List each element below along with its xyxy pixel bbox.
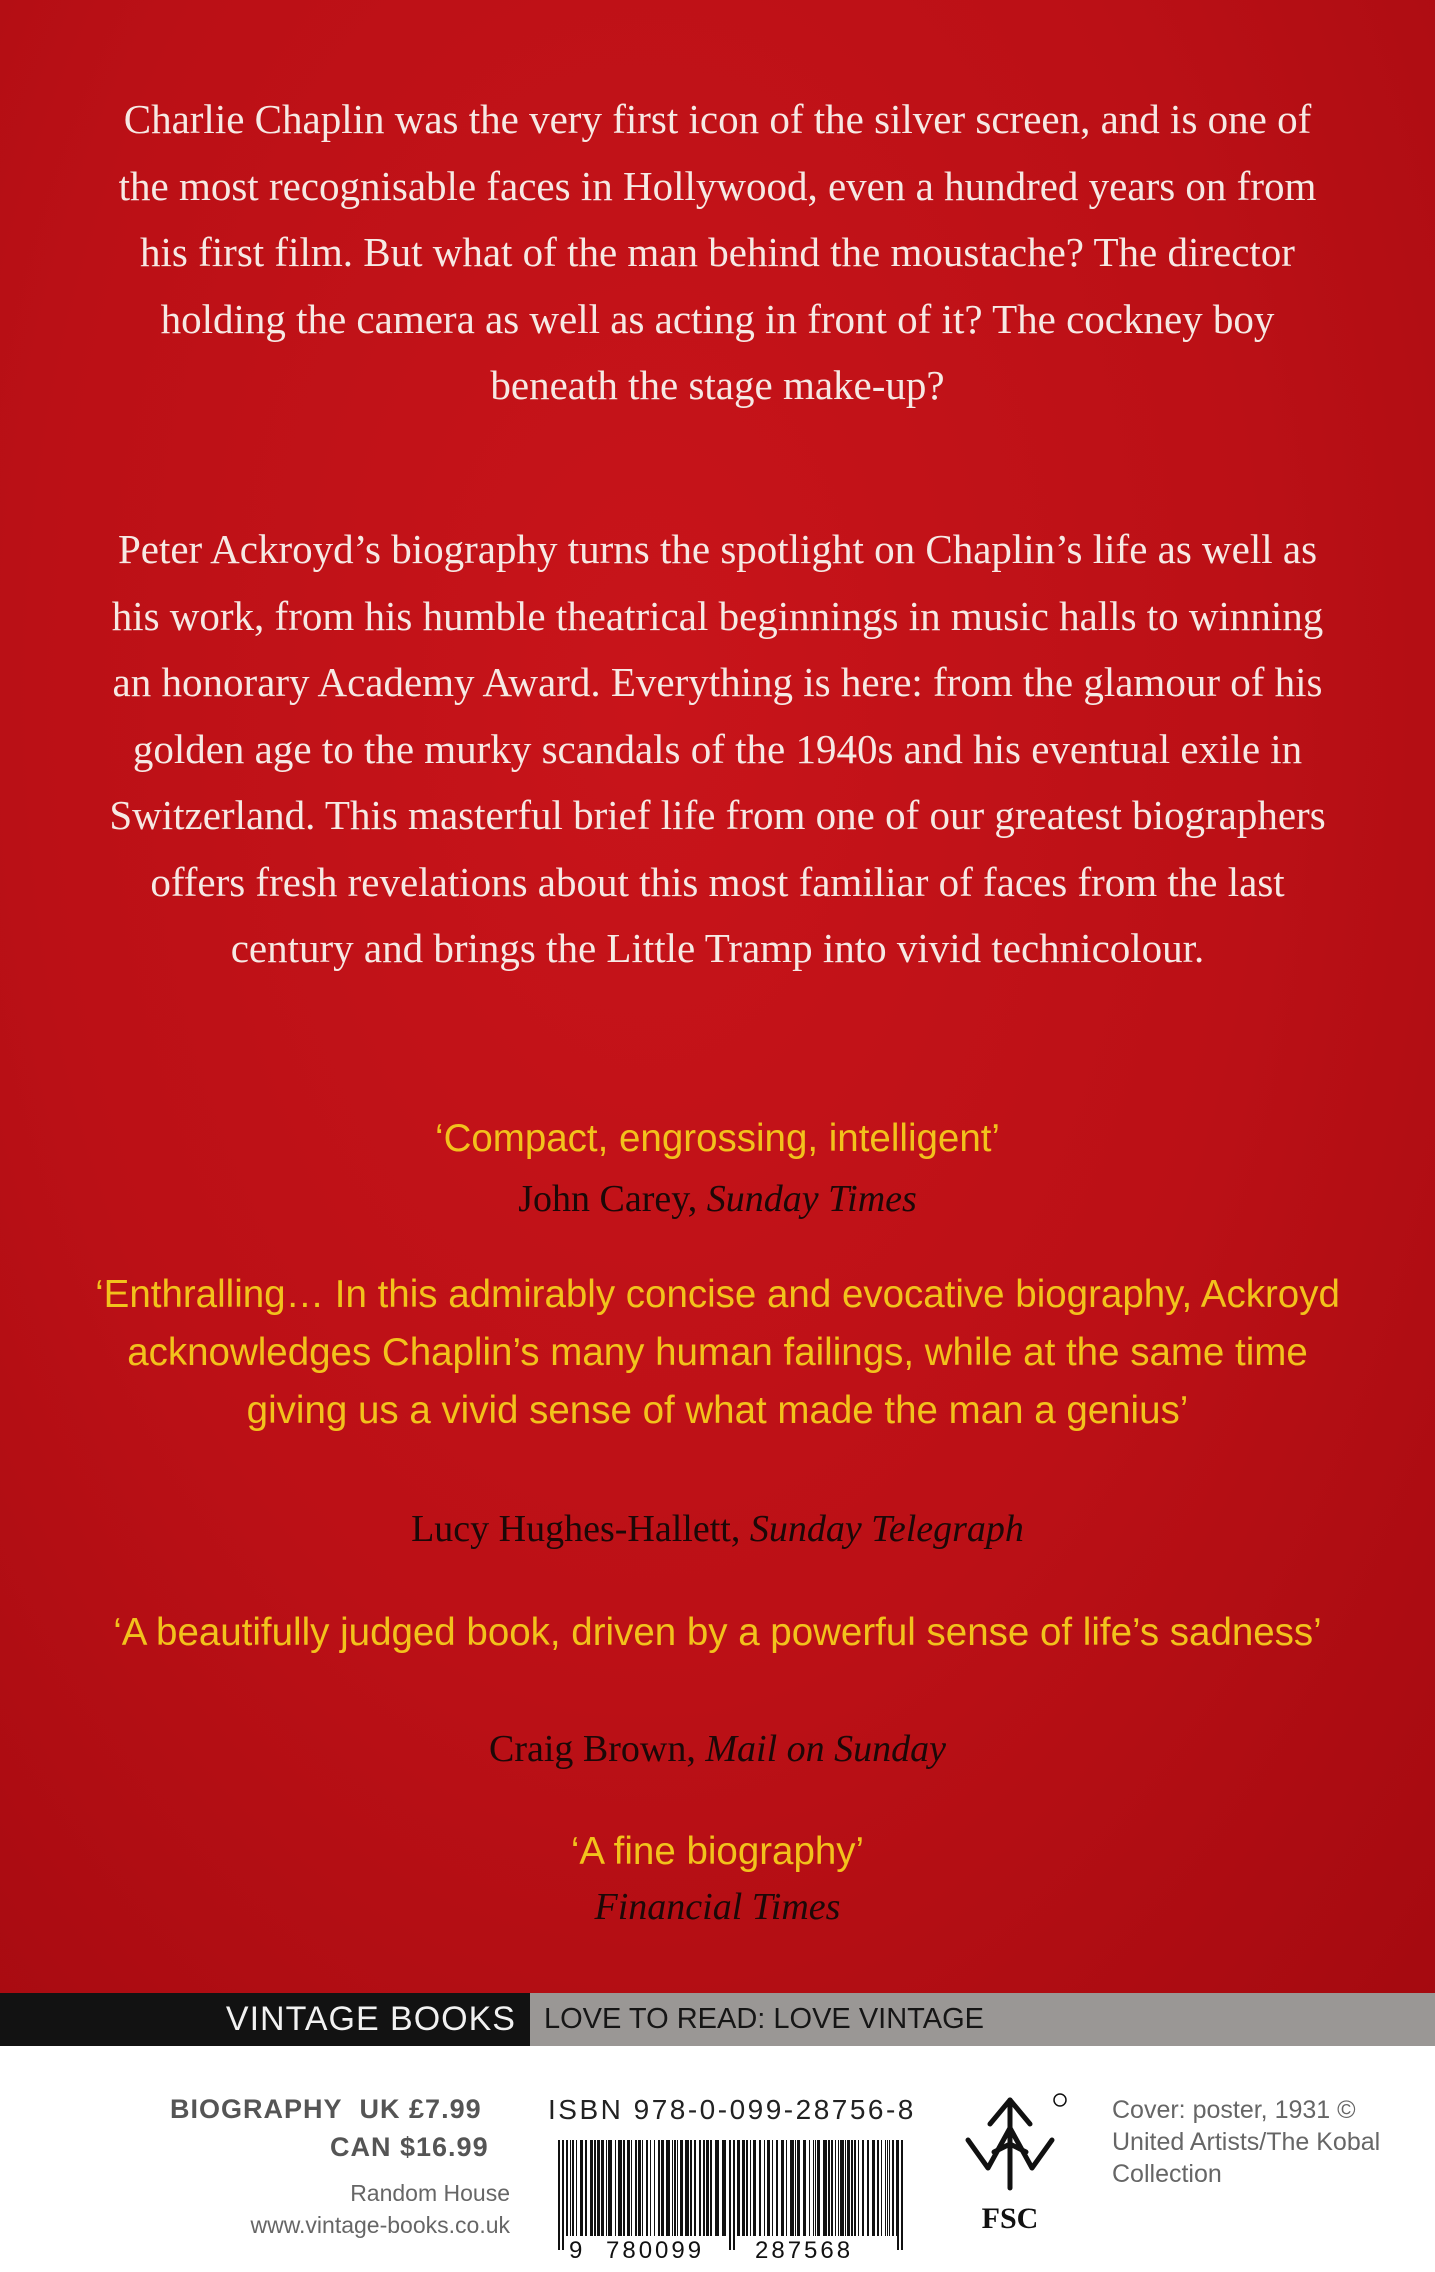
barcode-bar (881, 2140, 882, 2236)
barcode-bar (722, 2140, 726, 2236)
review-attribution-3: Craig Brown, Mail on Sunday (488, 1728, 946, 1770)
barcode-bar (845, 2140, 846, 2236)
barcode-bar (795, 2140, 796, 2236)
barcode-bar (797, 2140, 800, 2236)
barcode-bar (703, 2140, 705, 2236)
barcode-bar (590, 2140, 593, 2236)
barcode-guard-bar (558, 2140, 560, 2250)
barcode-bar (666, 2140, 670, 2236)
barcode-bar (742, 2140, 745, 2236)
barcode-bar (680, 2140, 683, 2236)
barcode-graphic (558, 2140, 905, 2250)
barcode-bar (817, 2140, 820, 2236)
barcode-bar (854, 2140, 856, 2236)
barcode-bar (889, 2140, 890, 2236)
barcode-bar (840, 2140, 844, 2236)
barcode-bar (572, 2140, 574, 2236)
barcode-bar (781, 2140, 784, 2236)
barcode-bar (594, 2140, 596, 2236)
barcode-bar (813, 2140, 814, 2236)
barcode-guard-bar (729, 2140, 731, 2250)
barcode-digit-lead: 9 (566, 2238, 588, 2264)
barcode-bar (838, 2140, 839, 2236)
barcode-bar (658, 2140, 660, 2236)
barcode-bar (606, 2140, 607, 2236)
barcode-bar (601, 2140, 604, 2236)
barcode-bar (887, 2140, 888, 2236)
barcode-bar (877, 2140, 879, 2236)
cover-credit: Cover: poster, 1931 © United Artists/The Kobal Collection (1112, 2096, 1381, 2188)
publisher-website: www.vintage-books.co.uk (250, 2212, 510, 2238)
barcode-bar (608, 2140, 612, 2236)
barcode-bar (615, 2140, 616, 2236)
barcode-bar (690, 2140, 692, 2236)
barcode-bar (746, 2140, 748, 2236)
barcode-bar (759, 2140, 761, 2236)
isbn-text: ISBN 978-0-099-28756-8 (548, 2094, 916, 2125)
category-uk-price (170, 2094, 482, 2125)
barcode-bar (642, 2140, 643, 2236)
barcode-bar (753, 2140, 756, 2236)
barcode-bar (764, 2140, 765, 2236)
barcode-bar (872, 2140, 875, 2236)
barcode-bar (635, 2140, 637, 2236)
blurb-paragraph-1: Charlie Chaplin was the very first icon of the silver screen, and is one of the most recognisable faces in Hollywood, even a hundred years on from his first film. But what of the man behind the moustache? The director holding the camera as well as acting in front of it? The cockney boy beneath the stage make-up? (118, 96, 1317, 408)
barcode-bar (803, 2140, 806, 2236)
barcode-bar (710, 2140, 712, 2236)
publisher-band: VINTAGE BOOKS (0, 1993, 530, 2046)
barcode-bar (828, 2140, 830, 2236)
barcode-bar (835, 2140, 836, 2236)
barcode-bar (585, 2140, 587, 2236)
barcode-bar (685, 2140, 689, 2236)
barcode-bar (638, 2140, 641, 2236)
barcode-bar (737, 2140, 740, 2236)
category-label: BIOGRAPHY (170, 2094, 343, 2124)
barcode-guard-bar (901, 2140, 903, 2250)
can-price: CAN $16.99 (330, 2132, 489, 2162)
barcode-bar (809, 2140, 810, 2236)
review-attribution-4: Financial Times (594, 1886, 841, 1928)
barcode-digits-left: 780099 (603, 2238, 707, 2264)
barcode-bar (618, 2140, 622, 2236)
barcode-bar (815, 2140, 816, 2236)
barcode-bar (867, 2140, 869, 2236)
barcode-bar (786, 2140, 787, 2236)
barcode-bar (790, 2140, 794, 2236)
barcode-bar (858, 2140, 859, 2236)
barcode-bar (851, 2140, 853, 2236)
barcode-bar (627, 2140, 630, 2236)
barcode-bar (767, 2140, 770, 2236)
barcode-bar (672, 2140, 673, 2236)
barcode-bar (847, 2140, 850, 2236)
barcode-bar (885, 2140, 886, 2236)
barcode-bar (570, 2140, 571, 2236)
barcode-bar (623, 2140, 625, 2236)
barcode-bar (661, 2140, 664, 2236)
barcode-bar (823, 2140, 827, 2236)
imprint-name: Random House (350, 2180, 510, 2206)
barcode-guard-bar (562, 2140, 564, 2250)
barcode-bar (646, 2140, 648, 2236)
barcode-bar (580, 2140, 583, 2236)
review-attribution-1: John Carey, Sunday Times (518, 1178, 917, 1220)
barcode-bar (715, 2140, 719, 2236)
barcode-bar (699, 2140, 701, 2236)
fsc-text: FSC (981, 2202, 1039, 2235)
review-attribution-2: Lucy Hughes-Hallett, Sunday Telegraph (411, 1508, 1024, 1550)
barcode-bar (776, 2140, 778, 2236)
tree-check-icon (968, 2100, 1052, 2188)
barcode-bar (694, 2140, 696, 2236)
review-quote-3: ‘A beautifully judged book, driven by a powerful sense of life’s sadness’ (113, 1611, 1322, 1654)
barcode-guard-bar (733, 2140, 735, 2250)
review-quote-2: ‘Enthralling… In this admirably concise and evocative biography, Ackroyd acknowledges Chaplin’s many human failings, while at the same time giving us a vivid sense of what made the man a genius’ (95, 1273, 1340, 1432)
barcode-bar (892, 2140, 894, 2236)
slogan-band: LOVE TO READ: LOVE VINTAGE (530, 1993, 1435, 2046)
barcode-bar (677, 2140, 678, 2236)
blurb-paragraph-2: Peter Ackroyd’s biography turns the spotlight on Chaplin’s life as well as his work, from his humble theatrical beginnings in music halls to winning an honorary Academy Award. Everything is here: from the glamour of his golden age to the murky scandals of the 1940s and his eventual exile in Switzerland. This masterful brief life from one of our greatest biographers offers fresh revelations about this most familiar of faces from the last century and brings the Little Tramp into vivid technicolour. (109, 526, 1326, 971)
barcode-bar (597, 2140, 600, 2236)
barcode-bar (772, 2140, 773, 2236)
barcode-guard-bar (897, 2140, 899, 2250)
barcode-bar (674, 2140, 676, 2236)
barcode-bar (576, 2140, 577, 2236)
review-quote-1: ‘Compact, engrossing, intelligent’ (435, 1117, 1000, 1160)
barcode-bar (654, 2140, 655, 2236)
fsc-logo (950, 2088, 1070, 2248)
barcode-bar (750, 2140, 751, 2236)
barcode-bar (631, 2140, 632, 2236)
barcode-bar (831, 2140, 833, 2236)
barcode-bar (566, 2140, 568, 2236)
barcode-bar (862, 2140, 864, 2236)
barcode-bar (650, 2140, 651, 2236)
barcode-bar (706, 2140, 709, 2236)
barcode-digits-right: 287568 (752, 2238, 856, 2264)
review-quote-4: ‘A fine biography’ (570, 1830, 865, 1873)
registered-mark-icon (1054, 2094, 1066, 2106)
uk-price: UK £7.99 (359, 2094, 482, 2124)
